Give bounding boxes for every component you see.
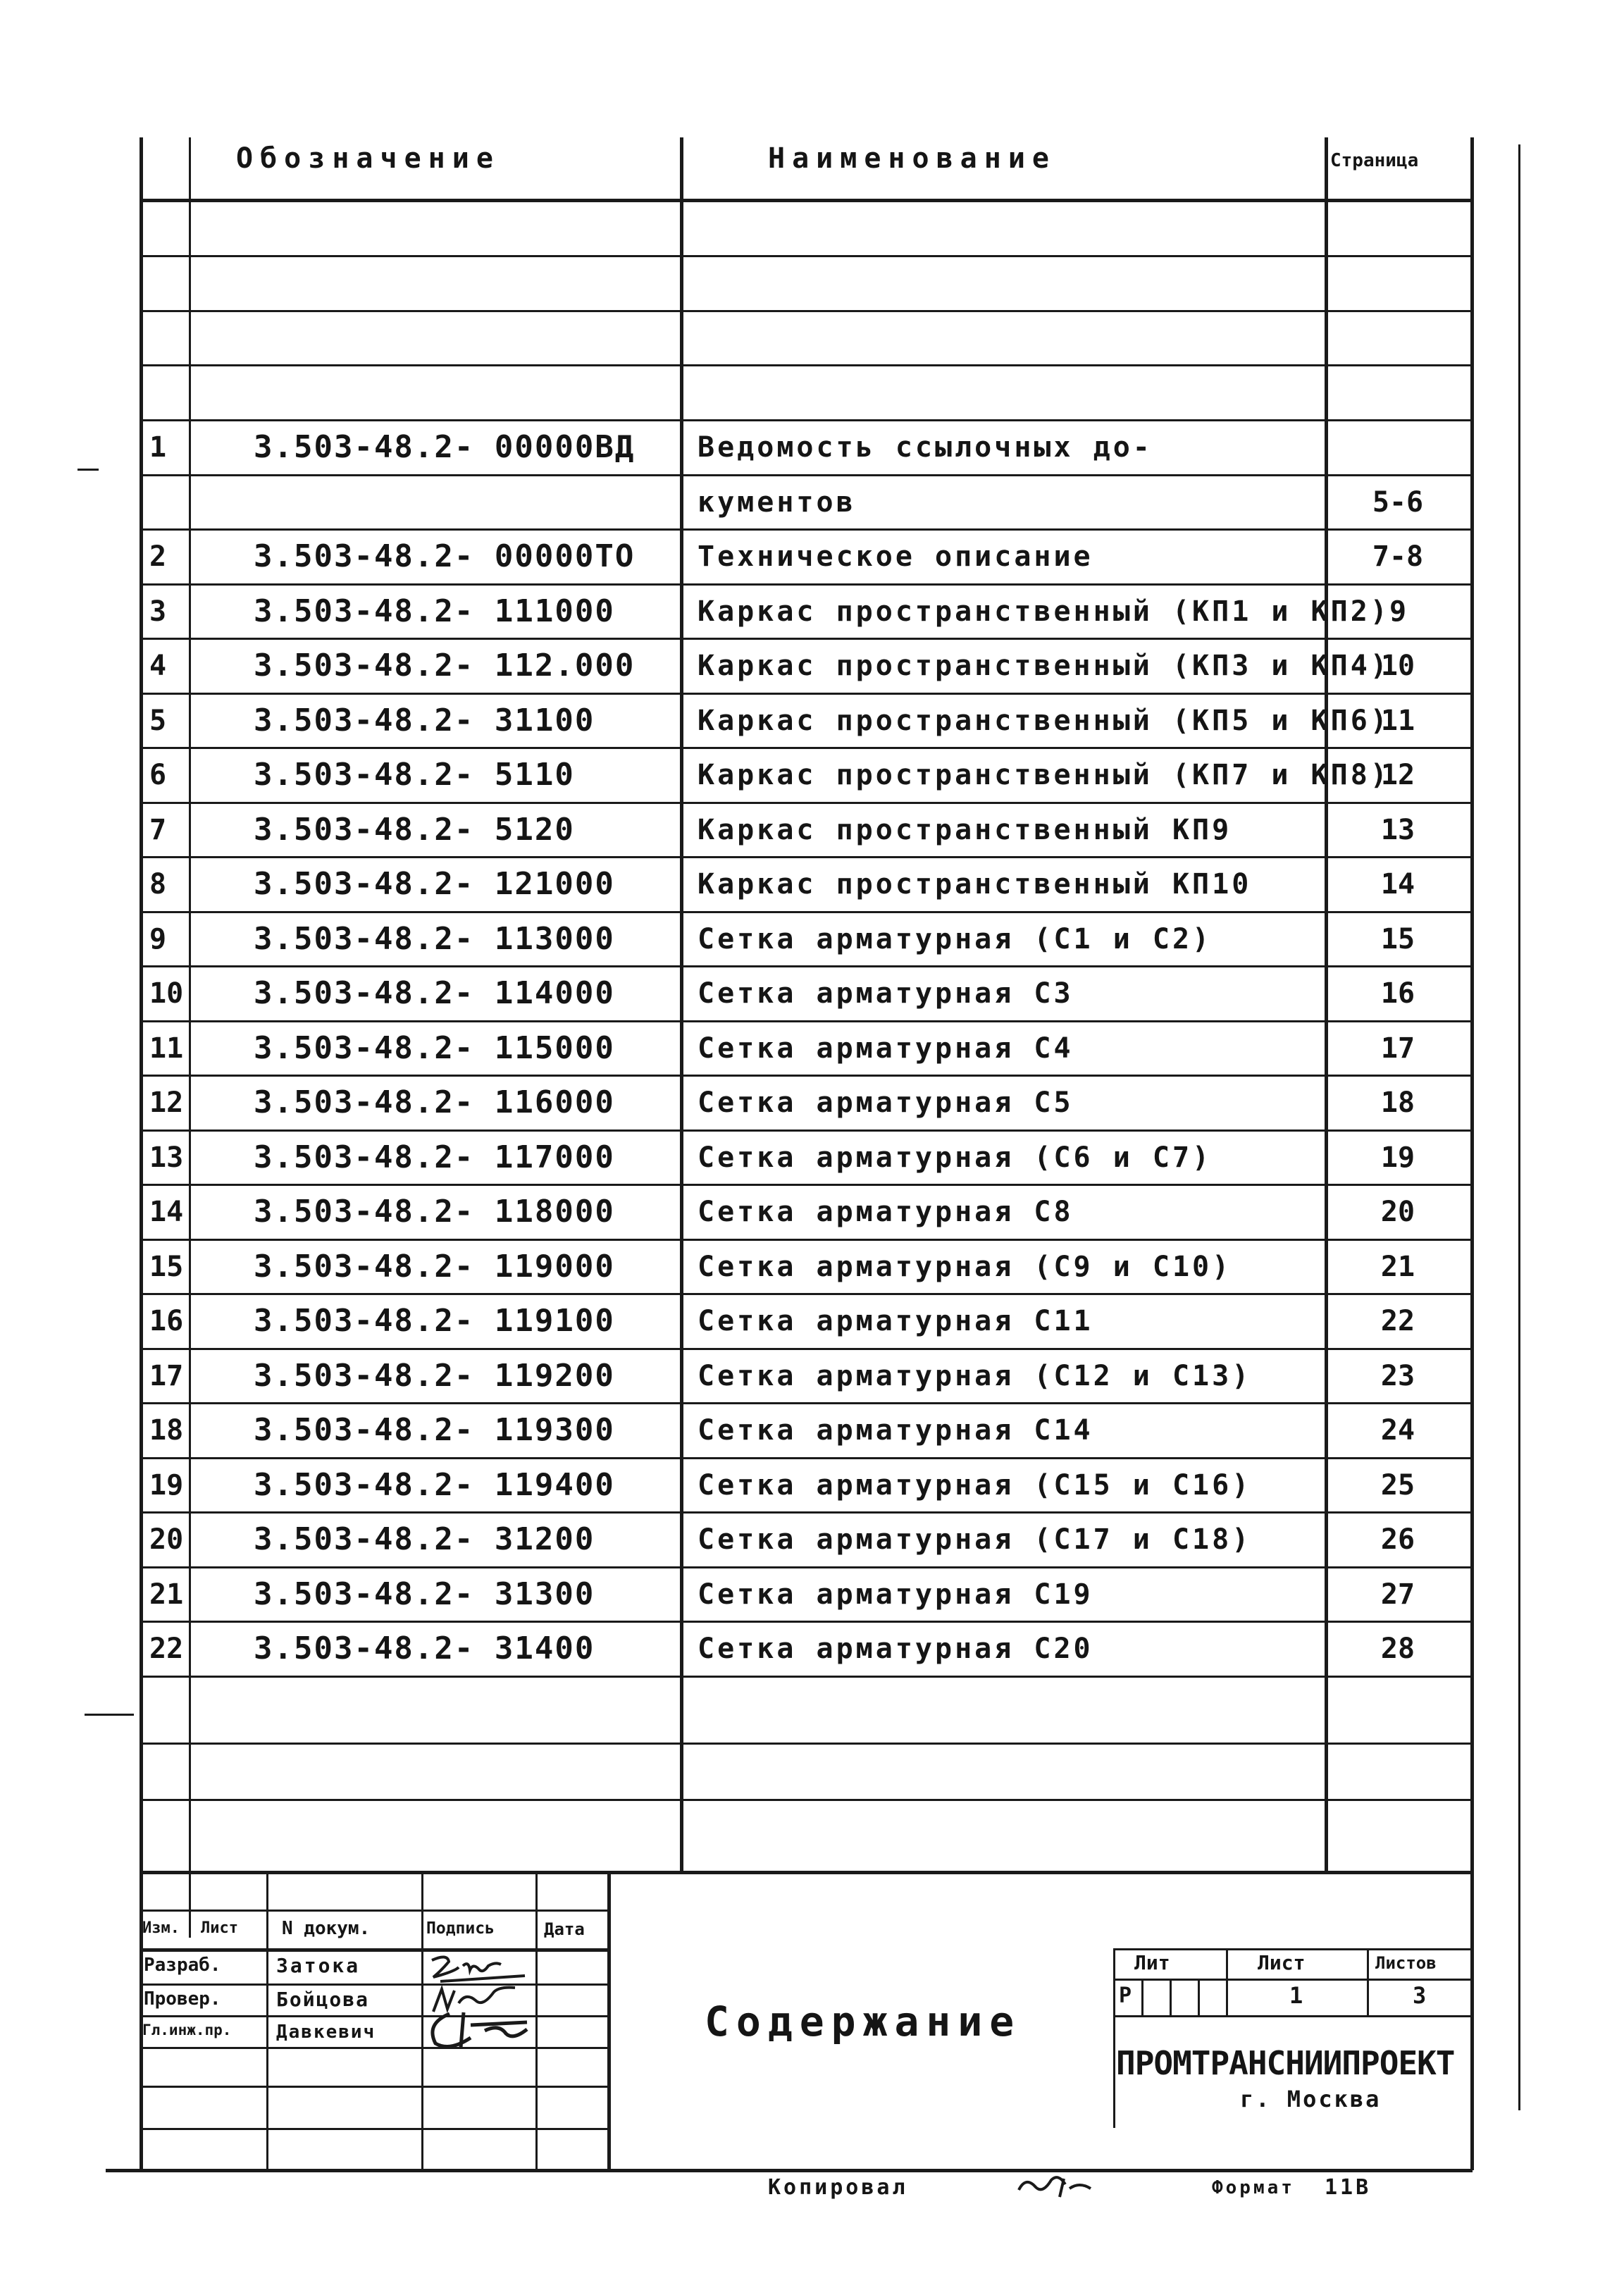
row-number: 10 bbox=[149, 977, 184, 1010]
right-edge-mark bbox=[1518, 144, 1520, 2110]
table-row bbox=[0, 1075, 1624, 1129]
row-number: 13 bbox=[149, 1141, 184, 1174]
row-page: 7-8 bbox=[1372, 540, 1424, 573]
row-number: 21 bbox=[149, 1578, 184, 1611]
column-header-designation: Обозначение bbox=[236, 142, 500, 175]
table-row bbox=[0, 1239, 1624, 1294]
row-name: Каркас пространственный (КП1 и КП2) bbox=[698, 595, 1390, 628]
stamp-role-chief-engineer: Гл.инж.пр. bbox=[142, 2022, 232, 2038]
row-name: Сетка арматурная (С9 и С10) bbox=[698, 1251, 1232, 1283]
stamp-lit-label: Лит bbox=[1134, 1951, 1170, 1974]
stamp-lit-rule bbox=[1113, 1979, 1473, 1981]
row-designation: 3.503-48.2- 117000 bbox=[254, 1139, 615, 1175]
row-designation: 3.503-48.2- 00000ВД bbox=[254, 429, 636, 465]
stamp-row-rule bbox=[140, 1910, 607, 1912]
stamp-role-checker: Провер. bbox=[144, 1988, 221, 2010]
row-name: Сетка арматурная С8 bbox=[698, 1196, 1074, 1228]
stamp-row-rule bbox=[140, 2128, 607, 2130]
row-name: Сетка арматурная (С15 и С16) bbox=[698, 1469, 1252, 1502]
stamp-sheet-value: 1 bbox=[1289, 1982, 1303, 2009]
row-designation: 3.503-48.2- 119200 bbox=[254, 1358, 615, 1394]
row-name: Каркас пространственный КП9 bbox=[698, 814, 1232, 846]
empty-row-rule bbox=[140, 364, 1473, 366]
stamp-sheets-label: Листов bbox=[1375, 1953, 1437, 1973]
empty-row-rule bbox=[140, 255, 1473, 257]
row-name: Каркас пространственный (КП5 и КП6) bbox=[698, 705, 1390, 737]
table-row bbox=[0, 474, 1624, 529]
row-number: 11 bbox=[149, 1032, 184, 1065]
row-page: 24 bbox=[1380, 1414, 1415, 1447]
row-name: Сетка арматурная С19 bbox=[698, 1578, 1093, 1611]
stamp-person-checker: Бойцова bbox=[276, 1988, 370, 2011]
stamp-title-divider bbox=[1113, 1948, 1115, 2128]
table-row bbox=[0, 1293, 1624, 1348]
table-row bbox=[0, 747, 1624, 802]
frame-bottom-line bbox=[106, 2169, 1473, 2172]
row-name: Каркас пространственный (КП3 и КП4) bbox=[698, 650, 1390, 682]
row-designation: 3.503-48.2- 112.000 bbox=[254, 648, 636, 683]
row-designation: 3.503-48.2- 113000 bbox=[254, 921, 615, 957]
row-number: 22 bbox=[149, 1633, 184, 1665]
stamp-title-rule bbox=[1113, 1948, 1473, 1950]
row-number: 6 bbox=[149, 759, 167, 791]
table-row bbox=[0, 693, 1624, 748]
header-bottom-rule bbox=[140, 199, 1473, 202]
row-page: 25 bbox=[1380, 1469, 1415, 1502]
row-name: Сетка арматурная (С1 и С2) bbox=[698, 923, 1213, 955]
row-page: 9 bbox=[1389, 595, 1407, 628]
stamp-col-line bbox=[607, 1871, 611, 2170]
stamp-header-signature: Подпись bbox=[426, 1919, 495, 1938]
row-page: 13 bbox=[1380, 814, 1415, 846]
stamp-header-sheet: Лист bbox=[201, 1919, 238, 1937]
row-designation: 3.503-48.2- 119300 bbox=[254, 1412, 615, 1448]
row-number: 4 bbox=[149, 650, 167, 682]
table-row bbox=[0, 1020, 1624, 1075]
column-header-name: Наименование bbox=[768, 142, 1056, 175]
row-number: 5 bbox=[149, 705, 167, 737]
table-row-rule bbox=[140, 1676, 1473, 1678]
stamp-header-date: Дата bbox=[544, 1919, 585, 1939]
table-row bbox=[0, 1511, 1624, 1566]
row-page: 11 bbox=[1380, 705, 1415, 737]
row-name: Сетка арматурная С11 bbox=[698, 1305, 1093, 1337]
table-row bbox=[0, 802, 1624, 857]
empty-row-rule bbox=[140, 1799, 1473, 1801]
row-page: 16 bbox=[1380, 977, 1415, 1010]
document-title: Содержание bbox=[705, 1998, 1022, 2045]
row-number: 3 bbox=[149, 595, 167, 628]
row-number: 17 bbox=[149, 1360, 184, 1392]
row-name: кументов bbox=[698, 486, 856, 519]
stamp-lit-divider bbox=[1226, 1948, 1228, 2015]
row-designation: 3.503-48.2- 00000ТО bbox=[254, 538, 636, 574]
table-row bbox=[0, 1402, 1624, 1457]
row-name: Сетка арматурная (С12 и С13) bbox=[698, 1360, 1252, 1392]
stamp-col-line bbox=[535, 1871, 538, 2170]
row-page: 12 bbox=[1380, 759, 1415, 791]
format-label: Формат bbox=[1212, 2177, 1295, 2198]
row-page: 14 bbox=[1380, 868, 1415, 900]
row-page: 21 bbox=[1380, 1251, 1415, 1283]
stamp-header-doc-no: N докум. bbox=[282, 1918, 371, 1939]
stamp-row-rule bbox=[140, 2047, 607, 2049]
organization-city: г. Москва bbox=[1240, 2086, 1382, 2112]
fold-mark bbox=[85, 1714, 134, 1716]
stamp-header-change: Изм. bbox=[142, 1919, 180, 1937]
stamp-col-line bbox=[266, 1871, 268, 2170]
stamp-lit-cell bbox=[1198, 1979, 1200, 2015]
row-page: 19 bbox=[1380, 1141, 1415, 1174]
row-page: 22 bbox=[1380, 1305, 1415, 1337]
row-designation: 3.503-48.2- 111000 bbox=[254, 593, 615, 629]
row-name: Каркас пространственный (КП7 и КП8) bbox=[698, 759, 1390, 791]
row-designation: 3.503-48.2- 31100 bbox=[254, 703, 595, 738]
stamp-sheet-label: Лист bbox=[1258, 1951, 1306, 1974]
row-page: 27 bbox=[1380, 1578, 1415, 1611]
row-page: 20 bbox=[1380, 1196, 1415, 1228]
row-number: 15 bbox=[149, 1251, 184, 1283]
row-designation: 3.503-48.2- 121000 bbox=[254, 866, 615, 902]
column-header-page: Страница bbox=[1330, 150, 1419, 171]
table-row bbox=[0, 1348, 1624, 1403]
fold-mark bbox=[78, 469, 99, 471]
stamp-row-rule bbox=[140, 2086, 607, 2088]
table-row bbox=[0, 1129, 1624, 1184]
row-page: 10 bbox=[1380, 650, 1415, 682]
table-row bbox=[0, 1184, 1624, 1239]
table-row bbox=[0, 911, 1624, 966]
stamp-person-chief: Давкевич bbox=[276, 2022, 376, 2043]
row-number: 16 bbox=[149, 1305, 184, 1337]
row-name: Сетка арматурная (С6 и С7) bbox=[698, 1141, 1213, 1174]
stamp-role-developer: Разраб. bbox=[144, 1955, 221, 1976]
row-page: 17 bbox=[1380, 1032, 1415, 1065]
row-number: 14 bbox=[149, 1196, 184, 1228]
row-designation: 3.503-48.2- 116000 bbox=[254, 1084, 615, 1120]
row-designation: 3.503-48.2- 5110 bbox=[254, 757, 575, 793]
row-name: Сетка арматурная С4 bbox=[698, 1032, 1074, 1065]
copied-by-label: Копировал bbox=[768, 2175, 908, 2200]
table-row bbox=[0, 1457, 1624, 1512]
table-row bbox=[0, 638, 1624, 693]
empty-row-rule bbox=[140, 1743, 1473, 1745]
table-row bbox=[0, 965, 1624, 1020]
row-name: Сетка арматурная С20 bbox=[698, 1633, 1093, 1665]
row-number: 19 bbox=[149, 1469, 184, 1502]
signature-developer-image bbox=[426, 1950, 532, 1986]
stamp-sheets-value: 3 bbox=[1413, 1982, 1427, 2009]
row-page: 23 bbox=[1380, 1360, 1415, 1392]
row-number: 8 bbox=[149, 868, 167, 900]
row-number: 9 bbox=[149, 923, 167, 955]
row-designation: 3.503-48.2- 5120 bbox=[254, 812, 575, 848]
table-row bbox=[0, 1621, 1624, 1676]
row-page: 15 bbox=[1380, 923, 1415, 955]
row-number: 1 bbox=[149, 431, 167, 464]
row-page: 28 bbox=[1380, 1633, 1415, 1665]
table-row bbox=[0, 856, 1624, 911]
row-number: 18 bbox=[149, 1414, 184, 1447]
stamp-row-rule bbox=[140, 2015, 607, 2017]
row-number: 2 bbox=[149, 540, 167, 573]
table-row bbox=[0, 419, 1624, 474]
row-designation: 3.503-48.2- 31200 bbox=[254, 1521, 595, 1557]
row-name: Сетка арматурная С14 bbox=[698, 1414, 1093, 1447]
row-designation: 3.503-48.2- 31300 bbox=[254, 1576, 595, 1612]
stamp-person-developer: Затока bbox=[276, 1954, 361, 1977]
stamp-lit-divider bbox=[1367, 1948, 1369, 2015]
row-name: Техническое описание bbox=[698, 540, 1093, 573]
row-name: Сетка арматурная С5 bbox=[698, 1087, 1074, 1119]
row-number: 12 bbox=[149, 1087, 184, 1119]
organization-name: ПРОМТРАНСНИИПРОЕКТ bbox=[1116, 2044, 1455, 2082]
row-designation: 3.503-48.2- 115000 bbox=[254, 1030, 615, 1066]
row-designation: 3.503-48.2- 31400 bbox=[254, 1630, 595, 1666]
row-number: 7 bbox=[149, 814, 167, 846]
stamp-lit-value: Р bbox=[1119, 1983, 1132, 2008]
row-name: Сетка арматурная С3 bbox=[698, 977, 1074, 1010]
table-row bbox=[0, 528, 1624, 583]
table-bottom-rule bbox=[140, 1871, 1473, 1874]
stamp-lit-cell bbox=[1170, 1979, 1172, 2015]
stamp-row-rule bbox=[140, 1948, 607, 1952]
table-row bbox=[0, 583, 1624, 638]
format-value: 11В bbox=[1325, 2175, 1372, 2200]
copier-signature-image bbox=[1015, 2172, 1099, 2200]
row-page: 26 bbox=[1380, 1523, 1415, 1556]
table-row bbox=[0, 1566, 1624, 1621]
empty-row-rule bbox=[140, 310, 1473, 312]
stamp-lit-rule bbox=[1113, 2015, 1473, 2017]
row-designation: 3.503-48.2- 119100 bbox=[254, 1303, 615, 1339]
row-page: 18 bbox=[1380, 1087, 1415, 1119]
row-designation: 3.503-48.2- 119000 bbox=[254, 1249, 615, 1285]
signature-chief-image bbox=[421, 2010, 534, 2052]
row-name: Ведомость ссылочных до- bbox=[698, 431, 1153, 464]
row-page: 5-6 bbox=[1372, 486, 1424, 519]
row-number: 20 bbox=[149, 1523, 184, 1556]
row-name: Каркас пространственный КП10 bbox=[698, 868, 1252, 900]
stamp-row-rule bbox=[140, 1983, 607, 1986]
row-designation: 3.503-48.2- 114000 bbox=[254, 975, 615, 1011]
stamp-lit-cell bbox=[1141, 1979, 1143, 2015]
row-designation: 3.503-48.2- 119400 bbox=[254, 1467, 615, 1503]
row-designation: 3.503-48.2- 118000 bbox=[254, 1194, 615, 1230]
row-name: Сетка арматурная (С17 и С18) bbox=[698, 1523, 1252, 1556]
